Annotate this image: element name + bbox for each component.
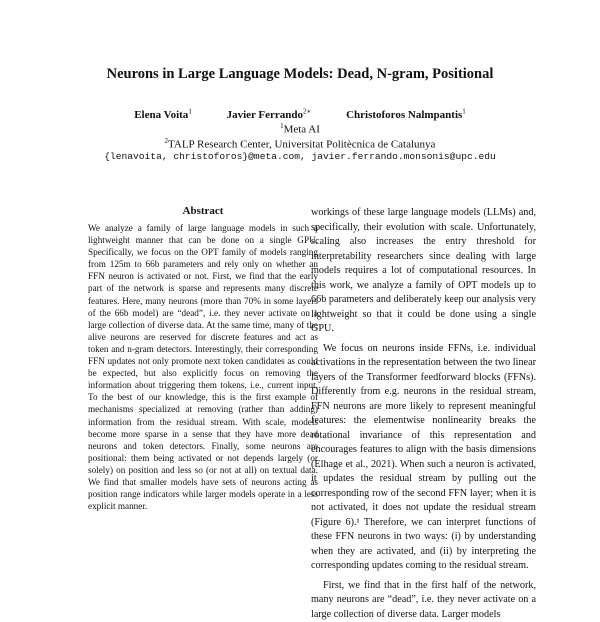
affiliation <box>0 137 600 151</box>
paragraph: We focus on neurons inside FFNs, i.e. individual activations in the representation between the two linear layers of the Transformer feedforward blocks (FFNs). Differently from e.g. neurons in the residual stream, FFN neurons are more likely to represent meaningful features: the elementwise nonlinearity breaks the rotational invariance of this representation and encourages features to align with the basis dimensions (Elhage et al., 2021). When such a neuron is activated, it updates the residual stream by pulling out the corresponding row of the second FFN layer; when it is not activated, it does not update the residual stream (Figure 6).¹ Therefore, we can interpret functions of these FFN neurons in two ways: (i) by understanding when they are activated, and (ii) by interpreting the corresponding updates coming to the residual stream. <box>311 342 536 574</box>
author <box>346 109 466 121</box>
introduction-column <box>311 206 536 622</box>
paragraph: workings of these large language models (LLMs) and, specifically, their evolution with scale. Unfortunately, scaling also increases the entry threshold for interpretability researchers since dealing with large models requires a lot of computational resources. In this work, we analyze a family of OPT models up to 66b parameters and deliberately keep our analysis very lightweight so that it could be done using a single GPU. <box>311 206 536 337</box>
abstract-body: We analyze a family of large language models in such a lightweight manner that can be done on a single GPU. Specifically, we focus on the OPT family of models ranging from 125m to 66b parameters and rely only on whether an FFN neuron is activated or not. First, we find that the early part of the network is sparse and represents many discrete features. Here, many neurons (more than 70% in some layers of the 66b model) are “dead”, i.e. they never activate on a large collection of diverse data. At the same time, many of the alive neurons are reserved for discrete features and act as token and n-gram detectors. Interestingly, their corresponding FFN updates not only promote next token candidates as could be expected, but also explicitly focus on removing the information about triggering them tokens, i.e., current input. To the best of our knowledge, this is the first example of mechanisms specialized at removing (rather than adding) information from the residual stream. With scale, models become more sparse in a sense that they have more dead neurons and token detectors. Finally, some neurons are positional: them being activated or not depends largely (or solely) on position and less so (or not at all) on textual data. We find that smaller models have sets of neurons acting as position range indicators while larger models operate in a less explicit manner. <box>88 222 318 512</box>
affiliation-mark: 2 <box>165 137 169 145</box>
author <box>134 109 192 121</box>
abstract-heading: Abstract <box>88 205 318 217</box>
affiliation-mark: 1 <box>188 107 192 115</box>
affiliation-text: TALP Research Center, Universitat Politècnica de Catalunya <box>168 139 435 151</box>
author <box>227 109 312 121</box>
affiliation-mark: 2∗ <box>303 107 311 115</box>
affiliation-mark: 1 <box>280 122 284 130</box>
affiliation-text: Meta AI <box>284 124 320 136</box>
paragraph: First, we find that in the first half of the network, many neurons are “dead”, i.e. they never activate on a large collection of diverse data. Larger models <box>311 579 536 622</box>
affiliation <box>0 122 600 136</box>
author-name: Javier Ferrando <box>227 109 303 121</box>
author-name: Elena Voita <box>134 109 188 121</box>
author-name: Christoforos Nalmpantis <box>346 109 462 121</box>
author-emails[interactable]: {lenavoita, christoforos}@meta.com, javier.ferrando.monsonis@upc.edu <box>0 151 600 162</box>
affiliation-mark: 1 <box>462 107 466 115</box>
paper-title: Neurons in Large Language Models: Dead, N-gram, Positional <box>0 66 600 83</box>
author-list <box>0 107 600 121</box>
